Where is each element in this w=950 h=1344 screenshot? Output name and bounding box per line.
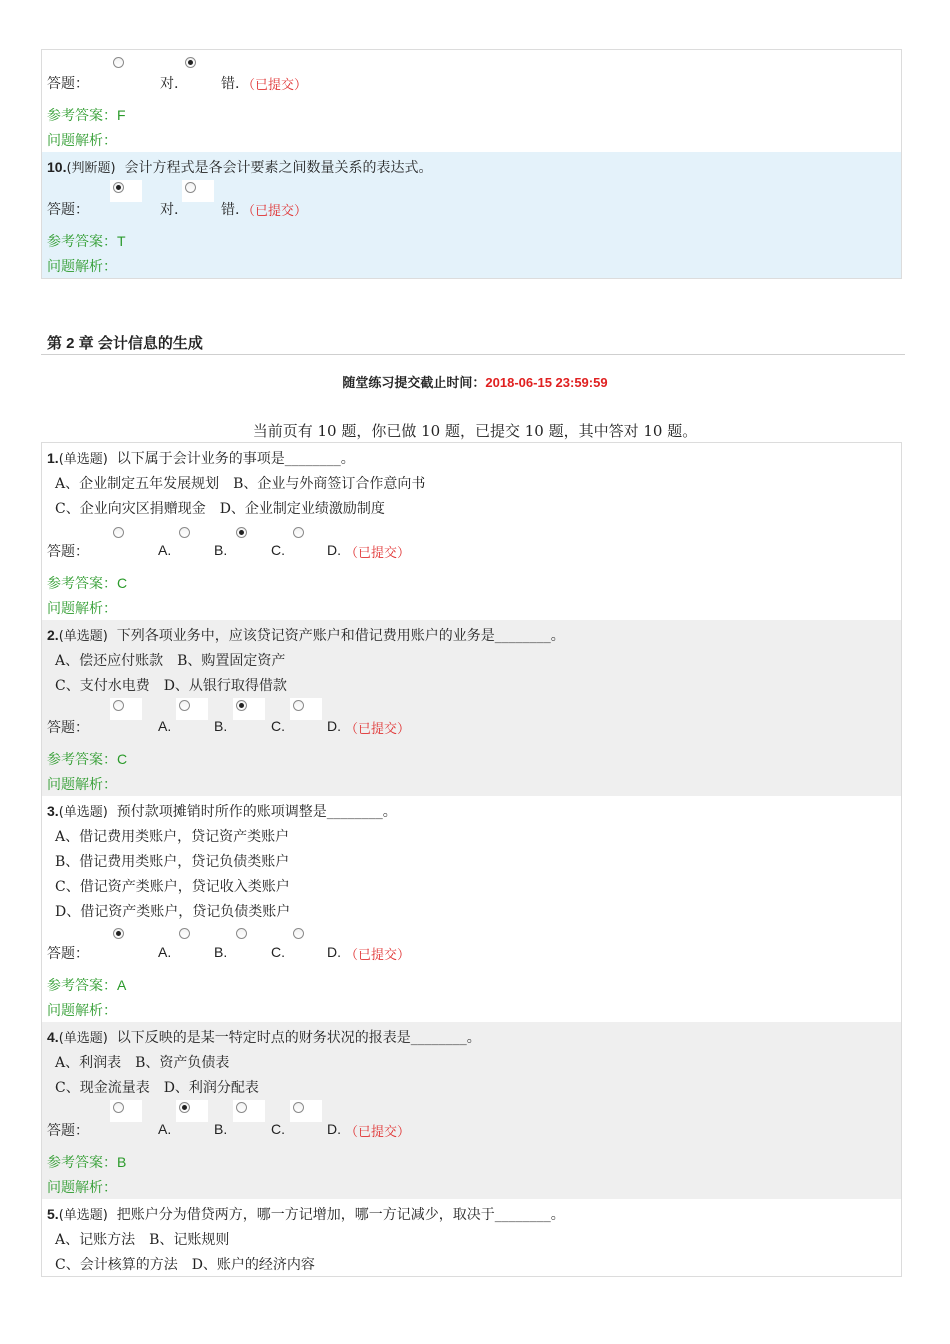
answer-radio-true[interactable] <box>110 55 142 77</box>
option-line: C、会计核算的方法 D、账户的经济内容 <box>55 1257 315 1273</box>
choice-label-a: A. <box>158 1121 172 1137</box>
submitted-status: （已提交） <box>242 78 308 93</box>
question-title <box>47 448 355 468</box>
answer-label: 答题： <box>47 76 89 92</box>
question-title <box>47 801 397 821</box>
answer-radio-c[interactable] <box>233 698 265 720</box>
answer-radio-d[interactable] <box>290 698 322 720</box>
deadline-time: 2018-06-15 23:59:59 <box>485 375 608 390</box>
choice-label-a: A. <box>158 944 172 960</box>
answer-label: 答题： <box>47 720 89 736</box>
choice-label-b: B. <box>214 542 228 558</box>
option-line: C、企业向灾区捐赠现金 D、企业制定业绩激励制度 <box>55 501 385 517</box>
ref-answer-label: 参考答案：C <box>47 751 128 768</box>
option-line: C、借记资产类账户，贷记收入类账户 <box>55 879 290 895</box>
question-block-3 <box>41 796 902 1022</box>
choice-label-false: 错. <box>221 76 240 92</box>
radio-checked-icon <box>236 527 247 538</box>
question-number: 5. <box>47 1206 59 1222</box>
answer-radio-true[interactable] <box>110 180 142 202</box>
submitted-status: （已提交） <box>345 722 411 737</box>
question-type: (单选题) <box>58 1208 108 1223</box>
option-line: C、现金流量表 D、利润分配表 <box>55 1080 259 1096</box>
radio-unchecked-icon <box>293 1102 304 1113</box>
radio-unchecked-icon <box>113 57 124 68</box>
answer-radio-false[interactable] <box>182 180 214 202</box>
choice-label-c: C. <box>271 542 285 558</box>
radio-unchecked-icon <box>293 527 304 538</box>
question-block-9 <box>41 49 902 152</box>
radio-unchecked-icon <box>236 928 247 939</box>
question-text: 以下反映的是某一特定时点的财务状况的报表是________。 <box>116 1030 481 1046</box>
answer-radio-b[interactable] <box>176 1100 208 1122</box>
radio-checked-icon <box>113 182 124 193</box>
question-number: 3. <box>47 803 59 819</box>
question-number: 10. <box>47 159 67 175</box>
ref-answer-value: A <box>117 977 127 993</box>
question-block-10 <box>41 152 902 279</box>
choice-label-b: B. <box>214 944 228 960</box>
question-number: 2. <box>47 627 59 643</box>
question-title <box>47 625 565 645</box>
answer-radio-a[interactable] <box>110 525 142 547</box>
answer-radio-c[interactable] <box>233 926 265 948</box>
answer-label: 答题： <box>47 544 89 560</box>
choice-label-b: B. <box>214 1121 228 1137</box>
question-type: (判断题) <box>66 161 116 176</box>
question-type: (单选题) <box>58 1031 108 1046</box>
ref-answer-label: 参考答案：F <box>47 107 126 124</box>
radio-unchecked-icon <box>179 527 190 538</box>
choice-label-a: A. <box>158 542 172 558</box>
option-line: D、借记资产类账户，贷记负债类账户 <box>55 904 291 920</box>
analysis-label: 问题解析： <box>47 777 117 793</box>
answer-label: 答题： <box>47 946 89 962</box>
answer-radio-b[interactable] <box>176 698 208 720</box>
analysis-label: 问题解析： <box>47 259 117 275</box>
radio-checked-icon <box>113 928 124 939</box>
answer-radio-a[interactable] <box>110 926 142 948</box>
question-number: 4. <box>47 1029 59 1045</box>
ref-answer-value: T <box>117 233 126 249</box>
choice-label-c: C. <box>271 1121 285 1137</box>
question-title <box>47 1027 481 1047</box>
radio-unchecked-icon <box>185 182 196 193</box>
radio-unchecked-icon <box>179 928 190 939</box>
question-text: 预付款项摊销时所作的账项调整是________。 <box>116 804 397 820</box>
analysis-label: 问题解析： <box>47 1180 117 1196</box>
option-line: A、企业制定五年发展规划 B、企业与外商签订合作意向书 <box>55 476 426 492</box>
choice-label-true: 对. <box>160 76 179 92</box>
choice-label-true: 对. <box>160 202 179 218</box>
deadline-line <box>0 372 950 391</box>
radio-checked-icon <box>185 57 196 68</box>
question-type: (单选题) <box>58 805 108 820</box>
question-text: 以下属于会计业务的事项是________。 <box>116 451 355 467</box>
question-text: 下列各项业务中，应该贷记资产账户和借记费用账户的业务是________。 <box>116 628 565 644</box>
answer-radio-d[interactable] <box>290 926 322 948</box>
option-line: C、支付水电费 D、从银行取得借款 <box>55 678 287 694</box>
question-type: (单选题) <box>58 452 108 467</box>
question-type: (单选题) <box>58 629 108 644</box>
ref-answer-label: 参考答案：B <box>47 1154 127 1171</box>
radio-unchecked-icon <box>179 700 190 711</box>
choice-label-c: C. <box>271 944 285 960</box>
submitted-status: （已提交） <box>242 204 308 219</box>
answer-label: 答题： <box>47 1123 89 1139</box>
option-line: A、借记费用类账户，贷记资产类账户 <box>55 829 290 845</box>
question-number: 1. <box>47 450 59 466</box>
question-block-1 <box>41 442 902 620</box>
question-title <box>47 1204 565 1224</box>
radio-checked-icon <box>236 700 247 711</box>
chapter-divider <box>41 354 905 355</box>
question-title <box>47 157 433 177</box>
ref-answer-value: F <box>117 107 126 123</box>
submitted-status: （已提交） <box>345 948 411 963</box>
ref-answer-value: C <box>117 751 128 767</box>
radio-checked-icon <box>179 1102 190 1113</box>
radio-unchecked-icon <box>113 1102 124 1113</box>
choice-label-d: D. <box>327 1121 341 1137</box>
option-line: B、借记费用类账户，贷记负债类账户 <box>55 854 290 870</box>
analysis-label: 问题解析： <box>47 133 117 149</box>
choice-label-b: B. <box>214 718 228 734</box>
question-block-2 <box>41 620 902 796</box>
answer-radio-c[interactable] <box>233 525 265 547</box>
choice-label-d: D. <box>327 944 341 960</box>
ref-answer-value: B <box>117 1154 127 1170</box>
submitted-status: （已提交） <box>345 546 411 561</box>
submitted-status: （已提交） <box>345 1125 411 1140</box>
option-line: A、记账方法 B、记账规则 <box>55 1232 230 1248</box>
chapter-title: 第 2 章 会计信息的生成 <box>47 335 203 352</box>
question-text: 会计方程式是各会计要素之间数量关系的表达式。 <box>124 160 433 176</box>
analysis-label: 问题解析： <box>47 1003 117 1019</box>
radio-unchecked-icon <box>293 700 304 711</box>
ref-answer-label: 参考答案：A <box>47 977 127 994</box>
radio-unchecked-icon <box>113 527 124 538</box>
answer-radio-d[interactable] <box>290 1100 322 1122</box>
radio-unchecked-icon <box>293 928 304 939</box>
option-line: A、偿还应付账款 B、购置固定资产 <box>55 653 286 669</box>
answer-radio-a[interactable] <box>110 698 142 720</box>
choice-label-c: C. <box>271 718 285 734</box>
answer-radio-a[interactable] <box>110 1100 142 1122</box>
question-block-5 <box>41 1199 902 1277</box>
radio-unchecked-icon <box>236 1102 247 1113</box>
deadline-label: 随堂练习提交截止时间： <box>342 376 486 391</box>
answer-label: 答题： <box>47 202 89 218</box>
question-block-4 <box>41 1022 902 1199</box>
analysis-label: 问题解析： <box>47 601 117 617</box>
ref-answer-label: 参考答案：C <box>47 575 128 592</box>
question-text: 把账户分为借贷两方，哪一方记增加，哪一方记减少，取决于________。 <box>116 1207 565 1223</box>
choice-label-a: A. <box>158 718 172 734</box>
choice-label-d: D. <box>327 542 341 558</box>
answer-radio-b[interactable] <box>176 926 208 948</box>
answer-radio-b[interactable] <box>176 525 208 547</box>
answer-radio-false[interactable] <box>182 55 214 77</box>
radio-unchecked-icon <box>113 700 124 711</box>
answer-radio-d[interactable] <box>290 525 322 547</box>
choice-label-false: 错. <box>221 202 240 218</box>
option-line: A、利润表 B、资产负债表 <box>55 1055 230 1071</box>
choice-label-d: D. <box>327 718 341 734</box>
answer-radio-c[interactable] <box>233 1100 265 1122</box>
ref-answer-label: 参考答案：T <box>47 233 126 250</box>
progress-summary: 当前页有 10 题，你已做 10 题，已提交 10 题，其中答对 10 题。 <box>252 422 698 440</box>
ref-answer-value: C <box>117 575 128 591</box>
